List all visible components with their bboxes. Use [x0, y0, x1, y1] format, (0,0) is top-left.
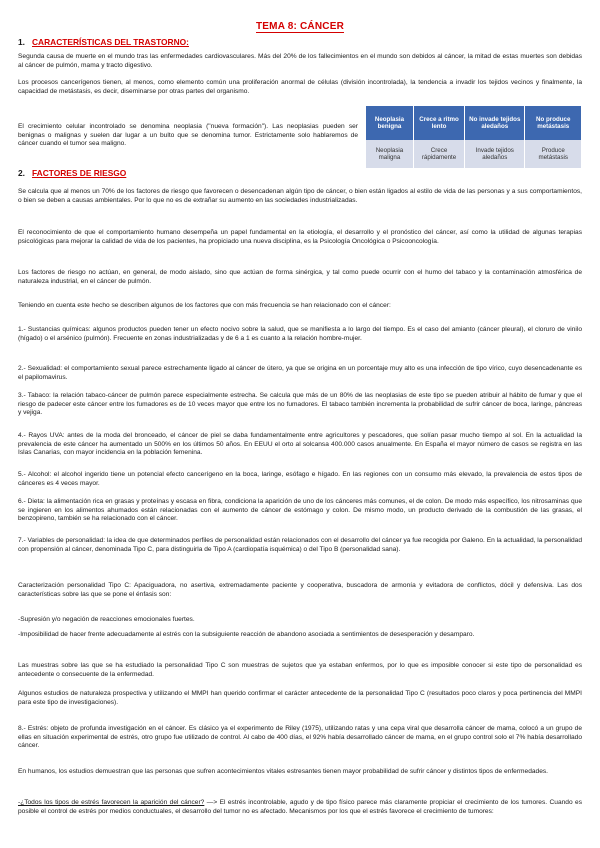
risk-factor-5: 5.- Alcohol: el alcohol ingerido tiene un potencial efecto cancerígeno en la boca, laringe, esófago e hígado. En las regiones con un consumo más elevado, la prevalencia de estos tipos de cánceres es 4 veces mayor. [18, 471, 582, 487]
paragraph: Los factores de riesgo no actúan, en general, de modo aislado, sino que actúan de forma sinérgica, y tal como puede ocurrir con el humo del tabaco y la contaminación atmosférica de naturaleza industrial, en el cáncer de pulmón. [18, 269, 582, 285]
paragraph: El reconocimiento de que el comportamiento humano desempeña un papel fundamental en la etiología, el desarrollo y el pronóstico del cáncer, así como la utilidad de algunas terapias psicológicas para mejorar la calidad de vida de los pacientes, ha propiciado una nueva disciplina, es la Psicología Oncológica o Psicooncología. [18, 229, 582, 245]
question-answer: —> El estrés incontrolable, agudo y de tipo físico parece más claramente propiciar el crecimiento de los tumores. Cuando es posible el control de estrés por medios conductuales, el desarrollo del tumor no es afectado. Mecanismos por los que el estrés favorece el crecimiento de tumores: [18, 799, 582, 815]
risk-factor-6: 6.- Dieta: la alimentación rica en grasas y proteínas y escasa en fibra, condiciona la aparición de uno de los cánceres más comunes, el de colon. De modo más específico, los nitrosaminas que se ingieren en los alimentos ahumados están relacionadas con el aumento de cáncer de estómago y colon. De mismo modo, un producto derivado de la combustión de las grasas, el benzopireno, también se ha relacionado con el cáncer. [18, 498, 582, 523]
table-header-cell: No invade tejidos aledaños [465, 106, 525, 140]
table-cell: Invade tejidos aledaños [465, 140, 525, 168]
risk-factor-3: 3.- Tabaco: la relación tabaco-cáncer de pulmón parece especialmente estrecha. Se calcula que más de un 80% de las neoplasias de este tipo se pueden atribuir al hábito de fumar y que el riesgo de padecer este cáncer entre los fumadores es de 10 veces mayor que entre los no fumadores. El tabaco también incrementa la probabilidad de sufrir cáncer de boca, laringe, páncreas y vejiga. [18, 392, 582, 417]
document-title: TEMA 8: CÁNCER [256, 21, 344, 32]
neoplasia-table [366, 106, 582, 168]
paragraph [18, 799, 582, 816]
table-header-cell: Crece a ritmo lento [413, 106, 464, 140]
paragraph: Caracterización personalidad Tipo C: Apaciguadora, no asertiva, extremadamente paciente y cooperativa, buscadora de armonía y evitadora de conflictos, dócil y defensiva. Las dos características sobre las que se pone el énfasis son: [18, 582, 582, 598]
table-cell: Crece rápidamente [413, 140, 464, 168]
table-header-row [366, 106, 582, 140]
paragraph: Los procesos cancerígenos tienen, al menos, como elemento común una proliferación anormal de células (división incontrolada), la tendencia a invadir los tejidos vecinos y finalmente, la capacidad de metástasis, es decir, diseminarse por otras partes del organismo. [18, 79, 582, 95]
table-header-cell: No produce metástasis [525, 106, 582, 140]
section-heading-2: 2. FACTORES DE RIESGO [18, 168, 127, 178]
risk-factor-8: 8.- Estrés: objeto de profunda investigación en el cáncer. Es clásico ya el experimento de Riley (1975), utilizando ratas y una cepa viral que desarrolla cáncer de mama, colocó a un grupo de ellas en situación experimental de estrés, otro grupo fue utilizado de control. Al cabo de 400 días, el 92% había desarrollado cáncer de mama, en el grupo control solo el 7% había desarrollado cáncer. [18, 725, 582, 750]
risk-factor-4: 4.- Rayos UVA: antes de la moda del bronceado, el cáncer de piel se daba fundamentalmente entre agricultores y pescadores, que solían pasar mucho tiempo al sol. En la actualidad la prevalencia de este cáncer ha aumentado un 500% en los últimos 50 años. En EEUU el orto al solcansa 400.000 casos anualmente. En España el mayor número de casos se registra en las Islas Canarias, con mayor incidencia en la población femenina. [18, 432, 582, 457]
bullet: -Supresión y/o negación de reacciones emocionales fuertes. [18, 616, 195, 623]
paragraph: Teniendo en cuenta este hecho se describen algunos de los factores que con más frecuencia se han relacionado con el cáncer: [18, 302, 391, 309]
paragraph: En humanos, los estudios demuestran que las personas que sufren acontecimientos vitales estresantes tienen mayor probabilidad de sufrir cáncer y distintos tipos de enfermedades. [18, 768, 548, 775]
table-header-cell: Neoplasia benigna [366, 106, 413, 140]
risk-factor-7: 7.- Variables de personalidad: la idea de que determinados perfiles de personalidad están relacionados con el desarrollo del cáncer ya fue recogida por Galeno. En la actualidad, la personalidad con propensión al cáncer, denominada Tipo C, para distinguirla de Tipo A (cardiopatía isquémica) o del Tipo B (personalidad sana). [18, 537, 583, 553]
section-heading-1: 1. CARACTERÍSTICAS DEL TRASTORNO: [18, 37, 189, 47]
risk-factor-1: 1.- Sustancias químicas: algunos productos pueden tener un efecto nocivo sobre la salud, que se manifiesta a lo largo del tiempo. Es el caso del amianto (cáncer pleural), el cloruro de vinilo (hígado) o el arsénico (pulmón). Frecuente en zonas industrializadas y de 6 a 1 es cuanto a la relación hombre-mujer. [18, 326, 582, 342]
underlined-question: -¿Todos los tipos de estrés favorecen la aparición del cáncer? [18, 799, 205, 806]
paragraph: Se calcula que al menos un 70% de los factores de riesgo que favorecen o desencadenan algún tipo de cáncer, o bien están ligados al estilo de vida de las personas y a sus comportamientos, o bien se deben a causas ambientales. Por lo que no es de extrañar su aumento en las sociedades industrializadas. [18, 188, 582, 204]
table-cell: Neoplasia maligna [366, 140, 413, 168]
risk-factor-2: 2.- Sexualidad: el comportamiento sexual parece estrechamente ligado al cáncer de útero, ya que se origina en un porcentaje muy alto es una infección de tipo vírico, cuyo desencadenante es el papilomavirus. [18, 365, 582, 381]
paragraph: Algunos estudios de naturaleza prospectiva y utilizando el MMPI han querido confirmar el carácter antecedente de la personalidad Tipo C (resultados poco claros y poca pertinencia del MMPI para este tipo de investigaciones). [18, 690, 582, 706]
paragraph: Segunda causa de muerte en el mundo tras las enfermedades cardiovasculares. Más del 20% de los fallecimientos en el mundo son debidos al cáncer, la mitad de estas muertes son debidas al cáncer de pulmón, mama y tracto digestivo. [18, 53, 582, 69]
bullet: -Imposibilidad de hacer frente adecuadamente al estrés con la subsiguiente reacción de abandono asociada a sentimientos de desesperación y desamparo. [18, 631, 475, 638]
paragraph: El crecimiento celular incontrolado se denomina neoplasia ("nueva formación"). Las neoplasias pueden ser benignas o malignas y suelen dar lugar a un bulto que se denomina tumor. Estrictamente solo hablaremos de cáncer cuando el tumor sea maligno. [18, 123, 358, 148]
table-row [366, 140, 582, 168]
paragraph: Las muestras sobre las que se ha estudiado la personalidad Tipo C son muestras de sujetos que ya estaban enfermos, por lo que es imposible conocer si este tipo de personalidad es antecedente o consecuente de la enfermedad. [18, 662, 582, 678]
table-cell: Produce metástasis [525, 140, 582, 168]
